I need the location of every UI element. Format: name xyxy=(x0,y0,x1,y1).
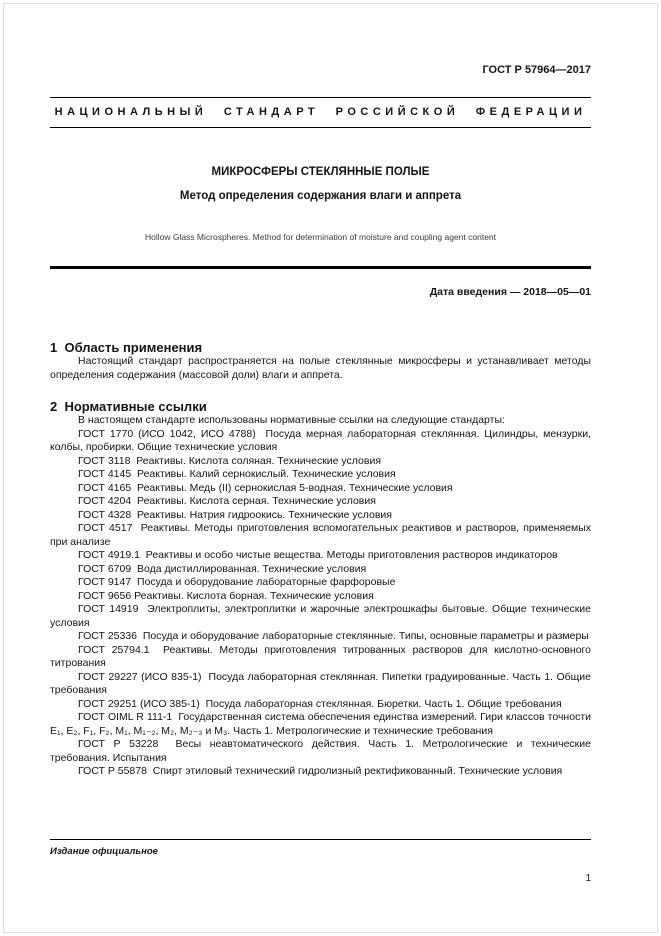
reference-item: ГОСТ 9656 Реактивы. Кислота борная. Технические условия xyxy=(78,589,374,602)
reference-item: ГОСТ 9147 Посуда и оборудование лабораторные фарфоровые xyxy=(78,576,396,588)
reference-item: ГОСТ 25794.1 Реактивы. Методы приготовления титрованных растворов для кислотно-основного титрования xyxy=(50,643,591,669)
section-2-intro: В настоящем стандарте использованы нормативные ссылки на следующие стандарты: xyxy=(78,414,505,426)
reference-item: ГОСТ 6709 Вода дистиллированная. Технические условия xyxy=(78,562,367,575)
reference-item: ГОСТ 4204 Реактивы. Кислота серная. Технические условия xyxy=(78,495,376,507)
page-footer xyxy=(50,839,591,884)
reference-item: ГОСТ Р 53228 Весы неавтоматического действия. Часть 1. Метрологические и технические требования. Испытания xyxy=(50,738,591,764)
reference-item: ГОСТ 29227 (ИСО 835-1) Посуда лабораторная стеклянная. Пипетки градуированные. Часть 1. Общие требования xyxy=(50,670,591,696)
reference-item: ГОСТ 4517 Реактивы. Методы приготовления вспомогательных реактивов и растворов, применяемых при анализе xyxy=(50,522,591,548)
document-page xyxy=(50,0,591,779)
document-title-english: Hollow Glass Microspheres. Method for determination of moisture and coupling agent content xyxy=(144,232,497,242)
divider-rule xyxy=(50,266,591,269)
reference-item: ГОСТ 4919.1 Реактивы и особо чистые вещества. Методы приготовления растворов индикаторов xyxy=(78,549,558,561)
reference-item: ГОСТ 29251 (ИСО 385-1) Посуда лабораторная стеклянная. Бюретки. Часть 1. Общие требования xyxy=(78,697,562,710)
document-title: МИКРОСФЕРЫ СТЕКЛЯННЫЕ ПОЛЫЕ xyxy=(211,166,430,178)
reference-item: ГОСТ 25336 Посуда и оборудование лабораторные стеклянные. Типы, основные параметры и размеры xyxy=(78,630,589,642)
footer-rule xyxy=(50,839,591,840)
section-2-heading: 2 Нормативные ссылки xyxy=(50,399,207,414)
reference-item: ГОСТ 4328 Реактивы. Натрия гидроокись. Технические условия xyxy=(78,508,392,521)
effective-date: Дата введения — 2018—05—01 xyxy=(429,286,591,298)
edition-note: Издание официальное xyxy=(50,846,158,857)
reference-item: ГОСТ 4145 Реактивы. Калий сернокислый. Технические условия xyxy=(78,468,396,480)
banner-text: НАЦИОНАЛЬНЫЙ СТАНДАРТ РОССИЙСКОЙ ФЕДЕРАЦИИ xyxy=(54,106,587,118)
reference-item: ГОСТ Р 55878 Спирт этиловый технический гидролизный ректификованный. Технические условия xyxy=(78,765,563,777)
reference-item: ГОСТ 3118 Реактивы. Кислота соляная. Технические условия xyxy=(78,454,382,467)
section-1-paragraph: Настоящий стандарт распространяется на полые стеклянные микросферы и устанавливает методы определения содержания (массовой доли) влаги и аппрета. xyxy=(50,355,591,381)
reference-item: ГОСТ 4165 Реактивы. Медь (II) сернокислая 5-водная. Технические условия xyxy=(78,481,453,494)
doc-number: ГОСТ Р 57964—2017 xyxy=(482,64,591,76)
standard-banner xyxy=(50,97,591,128)
page-number: 1 xyxy=(585,873,591,884)
document-subtitle: Метод определения содержания влаги и аппрета xyxy=(179,190,462,202)
reference-item: ГОСТ 1770 (ИСО 1042, ИСО 4788) Посуда мерная лабораторная стеклянная. Цилиндры, мензурки, колбы, пробирки. Общие технические условия xyxy=(50,427,591,453)
reference-item: ГОСТ OIML R 111-1 Государственная система обеспечения единства измерений. Гири классов точности E₁, E₂, F₁, F₂, M₁, M₁₋₂, M₂, M₂₋₃ и M₃. Часть 1. Метрологические и технические требования xyxy=(50,711,591,737)
reference-item: ГОСТ 14919 Электроплиты, электроплитки и жарочные электрошкафы бытовые. Общие технические условия xyxy=(50,603,591,629)
section-1-heading: 1 Область применения xyxy=(50,340,203,355)
